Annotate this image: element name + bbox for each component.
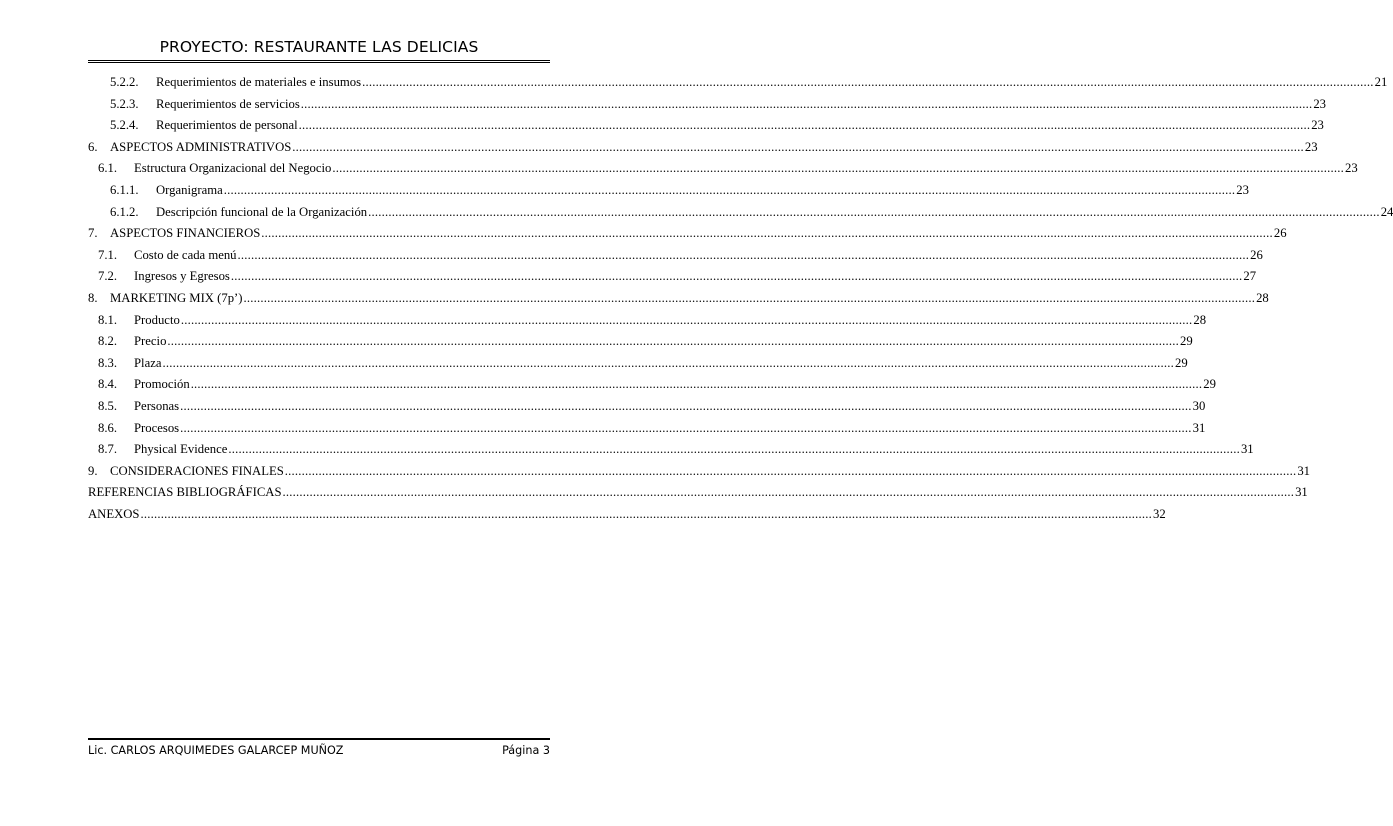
- toc-entry-page: 31: [1295, 485, 1308, 500]
- toc-dot-leader: ............................................................................................................................................................................................................................................................................................................: [298, 118, 1311, 133]
- toc-entry-number: 6.: [88, 139, 98, 154]
- toc-entry-line: [134, 158, 1358, 180]
- toc-entry[interactable]: [88, 266, 1257, 288]
- toc-dot-leader: ............................................................................................................................................................................................................................................................................................................: [300, 96, 1313, 111]
- toc-entry-page: 27: [1243, 269, 1257, 284]
- toc-entry[interactable]: [88, 245, 1263, 267]
- toc-entry-page: 31: [1297, 463, 1311, 478]
- toc-entry-line: [156, 94, 1327, 116]
- toc-dot-leader: ............................................................................................................................................................................................................................................................................................................: [261, 226, 1273, 241]
- toc-entry-page: 31: [1240, 442, 1254, 457]
- toc-dot-leader: ............................................................................................................................................................................................................................................................................................................: [140, 506, 1153, 521]
- toc-entry-line: [134, 310, 1207, 332]
- toc-entry-page: 32: [1153, 506, 1166, 521]
- toc-entry-number: 7.2.: [98, 269, 118, 284]
- toc-entry-title: Ingresos y Egresos: [134, 269, 230, 284]
- toc-entry-page: 28: [1193, 312, 1207, 327]
- toc-entry[interactable]: [88, 439, 1254, 461]
- toc-entry[interactable]: [88, 418, 1206, 440]
- toc-entry-title: Requerimientos de servicios: [156, 96, 300, 111]
- toc-entry-line: [134, 353, 1188, 375]
- toc-entry-number: 8.5.: [98, 398, 118, 413]
- toc-entry[interactable]: [88, 504, 1166, 526]
- toc-entry-number: 8.2.: [98, 334, 118, 349]
- toc-dot-leader: ............................................................................................................................................................................................................................................................................................................: [362, 75, 1374, 89]
- toc-entry-number: 8.6.: [98, 420, 118, 435]
- toc-entry-title: Organigrama: [156, 182, 223, 197]
- toc-entry-title: MARKETING MIX (7p’): [110, 290, 243, 305]
- toc-entry-page: 23: [1313, 96, 1327, 111]
- toc-entry-title: Producto: [134, 312, 180, 327]
- toc-entry-number: 5.2.2.: [110, 75, 139, 89]
- header-divider: [88, 60, 550, 63]
- toc-entry-number: 5.2.4.: [110, 118, 139, 133]
- toc-entry-line: [134, 266, 1257, 288]
- toc-entry-title: Requerimientos de materiales e insumos: [156, 75, 362, 89]
- footer-page-number: Página 3: [502, 744, 550, 757]
- toc-entry-page: 28: [1256, 290, 1269, 305]
- toc-entry-page: 23: [1344, 161, 1358, 176]
- toc-entry-title: CONSIDERACIONES FINALES: [110, 463, 284, 478]
- toc-entry-number: 6.1.: [98, 161, 118, 176]
- toc-entry[interactable]: [88, 461, 1311, 483]
- toc-entry-number: 8.: [88, 290, 98, 305]
- toc-entry-line: [134, 245, 1263, 267]
- toc-entry-line: [156, 72, 1388, 94]
- toc-dot-leader: ............................................................................................................................................................................................................................................................................................................: [167, 334, 1179, 349]
- toc-entry-title: Precio: [134, 334, 167, 349]
- toc-entry-page: 24: [1380, 204, 1393, 219]
- toc-entry-page: 23: [1304, 139, 1318, 154]
- toc-entry-number: 6.1.2.: [110, 204, 139, 219]
- toc-entry-line: [110, 137, 1318, 159]
- toc-entry[interactable]: [88, 310, 1207, 332]
- toc-entry-line: [88, 482, 1308, 504]
- toc-entry-line: [110, 461, 1311, 483]
- toc-entry-line: [134, 439, 1254, 461]
- toc-entry-line: [88, 504, 1166, 526]
- toc-entry[interactable]: [88, 115, 1324, 137]
- toc-dot-leader: ............................................................................................................................................................................................................................................................................................................: [228, 442, 1240, 457]
- toc-entry-title: REFERENCIAS BIBLIOGRÁFICAS: [88, 485, 282, 500]
- table-of-contents: [88, 72, 1393, 525]
- toc-dot-leader: ............................................................................................................................................................................................................................................................................................................: [292, 139, 1304, 154]
- toc-dot-leader: ............................................................................................................................................................................................................................................................................................................: [190, 377, 1203, 392]
- toc-entry-title: Physical Evidence: [134, 442, 228, 457]
- toc-entry-title: Descripción funcional de la Organización: [156, 204, 368, 219]
- toc-entry-title: Plaza: [134, 355, 162, 370]
- toc-entry-title: Procesos: [134, 420, 180, 435]
- footer-author: Lic. CARLOS ARQUIMEDES GALARCEP MUÑOZ: [88, 744, 344, 757]
- toc-entry[interactable]: [88, 223, 1287, 245]
- toc-entry-number: 7.1.: [98, 247, 118, 262]
- toc-entry-number: 9.: [88, 463, 98, 478]
- toc-dot-leader: ............................................................................................................................................................................................................................................................................................................: [180, 312, 1193, 327]
- toc-entry[interactable]: [88, 94, 1327, 116]
- toc-entry[interactable]: [88, 202, 1393, 224]
- toc-dot-leader: ............................................................................................................................................................................................................................................................................................................: [223, 182, 1236, 197]
- toc-entry-line: [156, 180, 1249, 202]
- toc-entry-page: 29: [1175, 355, 1188, 370]
- toc-entry-page: 26: [1250, 247, 1263, 262]
- toc-entry[interactable]: [88, 331, 1193, 353]
- toc-entry-number: 7.: [88, 226, 98, 241]
- toc-entry-page: 30: [1192, 398, 1206, 413]
- toc-entry[interactable]: [88, 288, 1269, 310]
- toc-dot-leader: ............................................................................................................................................................................................................................................................................................................: [332, 161, 1344, 176]
- toc-entry[interactable]: [88, 180, 1249, 202]
- toc-entry[interactable]: [88, 158, 1358, 180]
- toc-dot-leader: ............................................................................................................................................................................................................................................................................................................: [243, 290, 1256, 305]
- footer-divider: [88, 738, 550, 740]
- toc-entry-title: Estructura Organizacional del Negocio: [134, 161, 332, 176]
- toc-entry-line: [134, 396, 1206, 418]
- toc-entry[interactable]: [88, 353, 1188, 375]
- toc-entry-page: 26: [1273, 226, 1287, 241]
- toc-entry-title: ANEXOS: [88, 506, 140, 521]
- toc-dot-leader: ............................................................................................................................................................................................................................................................................................................: [180, 398, 1192, 413]
- toc-dot-leader: ............................................................................................................................................................................................................................................................................................................: [180, 420, 1192, 435]
- toc-entry-page: 29: [1203, 377, 1216, 392]
- toc-entry-number: 5.2.3.: [110, 96, 139, 111]
- toc-entry-title: ASPECTOS ADMINISTRATIVOS: [110, 139, 292, 154]
- toc-entry-number: 6.1.1.: [110, 182, 139, 197]
- toc-entry-title: Promoción: [134, 377, 190, 392]
- toc-entry[interactable]: [88, 137, 1318, 159]
- toc-dot-leader: ............................................................................................................................................................................................................................................................................................................: [230, 269, 1243, 284]
- toc-entry-page: 29: [1179, 334, 1193, 349]
- toc-entry-line: [134, 331, 1193, 353]
- toc-entry-line: [110, 288, 1269, 310]
- toc-entry-title: Requerimientos de personal: [156, 118, 298, 133]
- toc-entry-title: ASPECTOS FINANCIEROS: [110, 226, 261, 241]
- toc-dot-leader: ............................................................................................................................................................................................................................................................................................................: [162, 355, 1175, 370]
- toc-entry-number: 8.7.: [98, 442, 118, 457]
- toc-entry-number: 8.4.: [98, 377, 118, 392]
- toc-entry[interactable]: [88, 72, 1388, 94]
- toc-entry-line: [134, 374, 1216, 396]
- toc-dot-leader: ............................................................................................................................................................................................................................................................................................................: [368, 204, 1380, 219]
- toc-entry-page: 23: [1311, 118, 1324, 133]
- toc-entry[interactable]: [88, 396, 1206, 418]
- toc-entry-line: [156, 202, 1393, 224]
- toc-entry-page: 31: [1192, 420, 1206, 435]
- toc-entry-number: 8.3.: [98, 355, 118, 370]
- toc-entry-line: [156, 115, 1324, 137]
- toc-entry-line: [110, 223, 1287, 245]
- page-header-title: PROYECTO: RESTAURANTE LAS DELICIAS: [159, 38, 479, 56]
- toc-entry[interactable]: [88, 482, 1308, 504]
- toc-entry[interactable]: [88, 374, 1216, 396]
- toc-entry-title: Costo de cada menú: [134, 247, 237, 262]
- toc-entry-page: 23: [1236, 182, 1249, 197]
- toc-entry-page: 21: [1374, 75, 1388, 89]
- toc-dot-leader: ............................................................................................................................................................................................................................................................................................................: [237, 247, 1250, 262]
- toc-entry-line: [134, 418, 1206, 440]
- toc-entry-number: 8.1.: [98, 312, 118, 327]
- toc-dot-leader: ............................................................................................................................................................................................................................................................................................................: [284, 463, 1297, 478]
- toc-dot-leader: ............................................................................................................................................................................................................................................................................................................: [282, 485, 1295, 500]
- toc-entry-title: Personas: [134, 398, 180, 413]
